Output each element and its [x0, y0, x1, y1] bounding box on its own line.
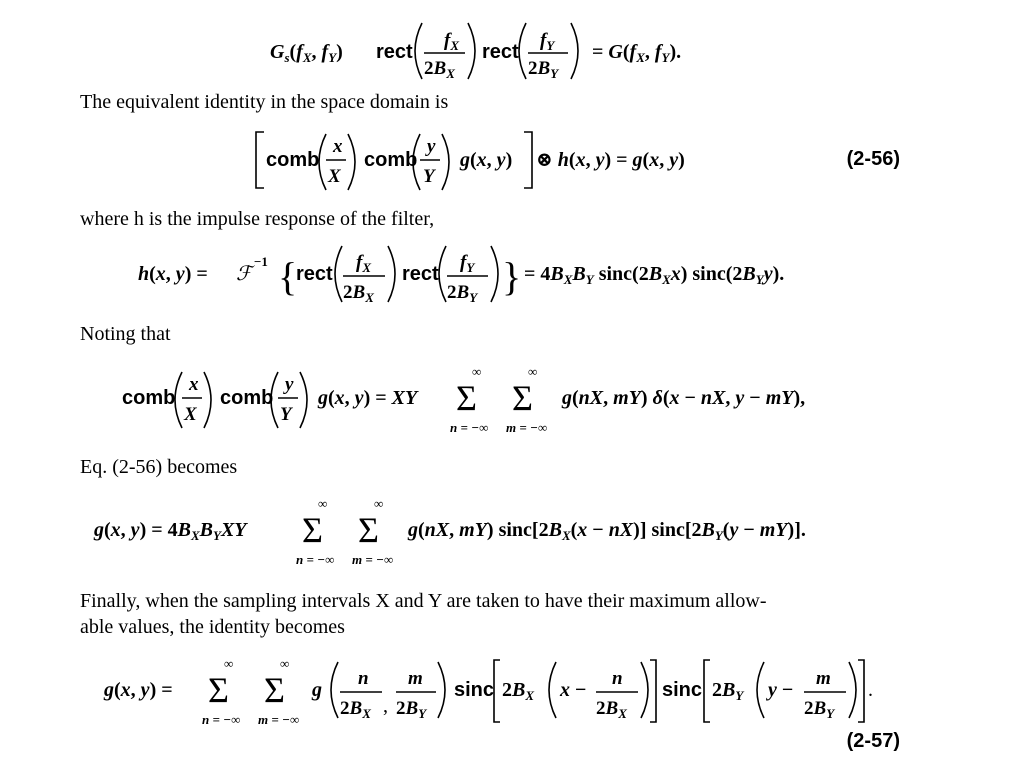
eq-text: g(x, y) = XY: [318, 387, 418, 409]
sum-sign: Σ: [358, 510, 379, 550]
right-paren: [438, 662, 445, 718]
equation-number: (2-57): [846, 730, 900, 752]
right-paren: [571, 23, 578, 79]
eq-text: g(nX, mY) $\sin c[2B_X(x - nX)] \sin c[2B_Y(y - mY)]$.: [408, 519, 806, 543]
sum-upper: ∞: [472, 364, 482, 379]
right-bracket: [858, 660, 864, 722]
period: .: [868, 679, 873, 701]
paragraph: The equivalent identity in the space domain is: [80, 91, 449, 113]
left-paren: [319, 134, 326, 190]
eq-text: $2B_X$: [502, 679, 535, 703]
eq-text: g(x, y) =: [104, 679, 173, 701]
left-bracket: [256, 132, 264, 188]
paragraph: Finally, when the sampling intervals X and Y are taken to have their maximum allow-: [80, 590, 767, 612]
frac-num: y: [285, 374, 294, 395]
eq-text: g(x, $y) = 4B_XB_YXY$: [94, 519, 247, 543]
sum-sign: Σ: [512, 378, 533, 418]
frac-den: $2B_Y$: [396, 698, 427, 721]
right-brace: }: [502, 254, 522, 299]
right-paren: [849, 662, 856, 718]
left-bracket: [494, 660, 500, 722]
frac-den: $2B_X$: [596, 698, 627, 721]
right-bracket: [650, 660, 656, 722]
sum-lower: m = −∞: [258, 712, 300, 727]
sum-lower: m = −∞: [506, 420, 548, 435]
sum-lower: n = −∞: [450, 420, 489, 435]
right-paren: [300, 372, 307, 428]
comb-label: comb: [220, 387, 274, 409]
frac-den: $2B_Y$: [804, 698, 835, 721]
eq-text: $2B_Y$: [712, 679, 744, 703]
eq-text: ⊗ h(x, y) = g(x, y): [536, 149, 685, 171]
equation-svg: [0, 492, 1024, 572]
equation-2-57: [0, 652, 1024, 727]
frac-num: m: [408, 668, 423, 689]
paragraph: able values, the identity becomes: [80, 616, 345, 638]
eq-text: $G_s(f_X$, $f_Y$): [270, 41, 343, 65]
right-paren: [348, 134, 355, 190]
sinc-label: sinc: [662, 679, 703, 701]
eq-text: = $G(f_X$, $f_Y$).: [592, 41, 682, 65]
sum-upper: ∞: [528, 364, 538, 379]
left-paren: [439, 246, 446, 302]
equation-sampled-spectrum: [0, 8, 1024, 80]
comb-label: comb: [266, 149, 320, 171]
equation-reconstruction: [0, 492, 1024, 567]
frac-den: X: [328, 166, 341, 187]
left-paren: [519, 23, 526, 79]
frac-den: X: [184, 404, 197, 425]
left-brace: {: [278, 254, 298, 299]
frac-num: m: [816, 668, 831, 689]
rect-label: rect: [376, 41, 413, 63]
paragraph: where h is the impulse response of the filter,: [80, 208, 435, 230]
left-paren: [331, 662, 338, 718]
equation-number: (2-56): [846, 148, 900, 170]
eq-text: h(x, y) =: [138, 263, 208, 285]
rect-label: rect: [402, 263, 439, 285]
left-paren: [175, 372, 182, 428]
eq-text: g(nX, mY) δ(x − nX, y − mY),: [562, 387, 806, 409]
rect-label: rect: [296, 263, 333, 285]
frac-num: $f_X$: [444, 30, 459, 53]
equation-comb-identity: [0, 360, 1024, 435]
superscript: −1: [254, 254, 268, 269]
frac-num: x: [333, 136, 343, 157]
equation-impulse-response: [0, 236, 1024, 308]
frac-num: n: [358, 668, 369, 689]
eq-text: g(x, y): [460, 149, 513, 171]
sum-sign: Σ: [456, 378, 477, 418]
frac-num: $f_Y$: [540, 30, 555, 53]
sum-upper: ∞: [374, 496, 384, 511]
frac-num: n: [612, 668, 623, 689]
left-paren: [335, 246, 342, 302]
equation-svg: [0, 360, 1024, 440]
sum-upper: ∞: [318, 496, 328, 511]
right-paren: [442, 134, 449, 190]
sum-sign: Σ: [264, 670, 285, 710]
paragraph: Eq. (2-56) becomes: [80, 456, 238, 478]
sum-lower: m = −∞: [352, 552, 394, 567]
comma: ,: [383, 695, 388, 717]
frac-num: $f_X$: [356, 252, 371, 275]
frac-num: x: [189, 374, 199, 395]
eq-text: = $4B_XB_Y$ $\sin c(2B_Xx)$ $\sin c(2B_Yy)$.: [524, 263, 785, 287]
frac-den: $2B_X$: [340, 698, 371, 721]
equation-svg: [0, 652, 1024, 736]
right-bracket: [524, 132, 532, 188]
eq-text: g: [312, 679, 322, 701]
right-paren: [204, 372, 211, 428]
frac-den: Y: [280, 404, 292, 425]
fourier-symbol: ℱ: [236, 263, 252, 285]
left-paren: [549, 662, 556, 718]
left-bracket: [704, 660, 710, 722]
equation-svg: [0, 8, 1024, 80]
sum-lower: n = −∞: [296, 552, 335, 567]
eq-text: y −: [768, 679, 794, 701]
comb-label: comb: [122, 387, 176, 409]
equation-svg: [0, 236, 1024, 308]
frac-den: Y: [423, 166, 435, 187]
comb-label: comb: [364, 149, 418, 171]
sum-sign: Σ: [302, 510, 323, 550]
right-paren: [641, 662, 648, 718]
frac-den: $2B_Y$: [528, 58, 559, 80]
sinc-label: sinc: [454, 679, 495, 701]
right-paren: [388, 246, 395, 302]
frac-num: $f_Y$: [460, 252, 475, 275]
sum-upper: ∞: [280, 656, 290, 671]
frac-den: $2B_X$: [343, 282, 374, 305]
right-paren: [491, 246, 498, 302]
paragraph: Noting that: [80, 323, 171, 345]
rect-label: rect: [482, 41, 519, 63]
eq-text: x −: [560, 679, 587, 701]
right-paren: [468, 23, 475, 79]
frac-den: $2B_X$: [424, 58, 455, 80]
sum-sign: Σ: [208, 670, 229, 710]
frac-den: $2B_Y$: [447, 282, 478, 305]
sum-lower: n = −∞: [202, 712, 241, 727]
left-paren: [415, 23, 422, 79]
left-paren: [757, 662, 764, 718]
frac-num: y: [427, 136, 436, 157]
sum-upper: ∞: [224, 656, 234, 671]
